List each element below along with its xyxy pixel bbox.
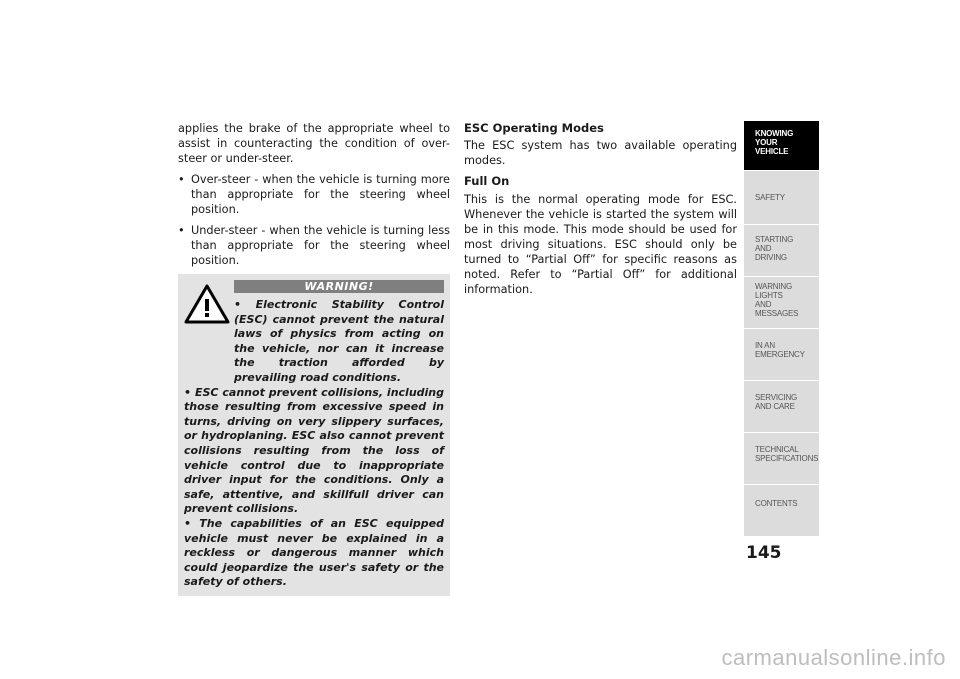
list-item [178, 223, 450, 268]
tab-servicing[interactable]: SERVICING AND CARE [744, 381, 819, 433]
tab-safety[interactable]: SAFETY [744, 171, 819, 225]
warning-paragraph-1: • Electronic Stability Control (ESC) cannot prevent the natural laws of physics from acting on the vehicle, nor can it increase the traction afforded by prevailing road conditions. [234, 298, 444, 384]
tab-warning-lights[interactable]: WARNING LIGHTS AND MESSAGES [744, 277, 819, 329]
page-number: 145 [746, 543, 782, 563]
chapter-tabs [744, 121, 819, 537]
bullet-text: Over-steer - when the vehicle is turning more than appropriate for the steering wheel position. [191, 173, 450, 216]
warning-title: WARNING! [234, 280, 444, 293]
left-column [178, 121, 450, 596]
subsection-heading: Full On [464, 174, 510, 188]
tab-contents[interactable]: CONTENTS [744, 485, 819, 537]
warning-box [178, 274, 450, 596]
section-heading: ESC Operating Modes [464, 121, 604, 135]
bullet-marker: • [178, 224, 185, 237]
tab-technical-specifications[interactable]: TECHNICAL SPECIFICATIONS [744, 433, 819, 485]
subsection-body: This is the normal operating mode for ESC. Whenever the vehicle is started the system will be in this mode. This mode should be used for most driving situations. ESC should only be turned to “Partial Off” for specific reasons as noted. Refer to “Partial Off” for additional information. [464, 193, 737, 296]
intro-paragraph: applies the brake of the appropriate wheel to assist in counteracting the condition of over-steer or under-steer. [178, 122, 450, 165]
bullet-marker: • [178, 173, 185, 186]
tab-emergency[interactable]: IN AN EMERGENCY [744, 329, 819, 381]
warning-paragraph-3: • The capabilities of an ESC equipped vehicle must never be explained in a reckless or dangerous manner which could jeopardize the user's safety or the safety of others. [184, 516, 444, 589]
watermark: carmanualsonline.info [721, 645, 946, 670]
warning-paragraph-2: • ESC cannot prevent collisions, including those resulting from excessive speed in turns, driving on very slippery surfaces, or hydroplaning. ESC also cannot prevent collisions resulting from the loss of vehicle control due to inappropriate driver input for the conditions. Only a safe, attentive, and skillfull driver can prevent collisions. [184, 385, 444, 516]
tab-knowing-your-vehicle[interactable]: KNOWING YOUR VEHICLE [744, 121, 819, 171]
section-intro: The ESC system has two available operating modes. [464, 139, 737, 167]
tab-starting-and-driving[interactable]: STARTING AND DRIVING [744, 225, 819, 277]
list-item [178, 172, 450, 217]
right-column [464, 121, 737, 303]
bullet-text: Under-steer - when the vehicle is turning less than appropriate for the steering wheel position. [191, 224, 450, 267]
warning-triangle-icon [184, 284, 230, 324]
